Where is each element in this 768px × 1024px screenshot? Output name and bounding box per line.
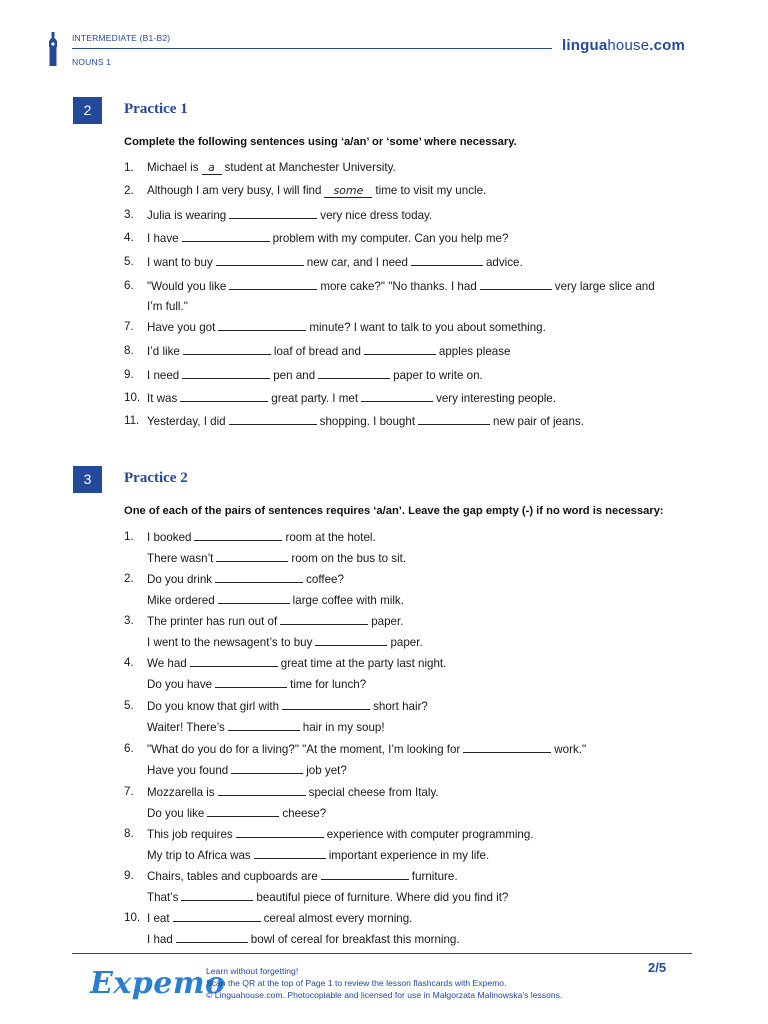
- sentence-text: special cheese from Italy.: [308, 786, 439, 799]
- sentence-text: That’s: [147, 890, 179, 904]
- sentence-line: [147, 158, 702, 178]
- item-number: 9.: [124, 368, 134, 381]
- item-text: [147, 181, 702, 201]
- sentence-text: important experience in my life.: [328, 848, 490, 862]
- answer-blank[interactable]: [418, 411, 490, 425]
- sentence-text: very large slice and: [554, 280, 655, 293]
- answer-blank[interactable]: [282, 696, 370, 710]
- sentence-line: [147, 228, 702, 249]
- sentence-text: pen and: [273, 369, 316, 382]
- answer-blank[interactable]: [411, 252, 483, 266]
- section-number-badge: 3: [73, 466, 102, 493]
- answer-blank[interactable]: [181, 887, 253, 901]
- answer-blank[interactable]: [229, 276, 317, 290]
- sentence-text: Do you know that girl with: [147, 700, 280, 713]
- sentence-text: job yet?: [306, 763, 347, 777]
- answer-blank[interactable]: [173, 908, 261, 922]
- sentence-text: short hair?: [373, 700, 428, 713]
- sentence-line: [147, 297, 702, 317]
- sentence-line: [147, 590, 702, 611]
- answer-blank[interactable]: [182, 228, 270, 242]
- expemo-logo[interactable]: Expemo: [90, 966, 226, 1001]
- item-number: 4.: [124, 656, 134, 669]
- sentence-line: [147, 205, 702, 226]
- item-text: [147, 611, 702, 652]
- answer-blank[interactable]: [180, 388, 268, 402]
- sentence-text: great time at the party last night.: [280, 657, 447, 670]
- sentence-line: [147, 803, 702, 824]
- sentence-text: new pair of jeans.: [493, 415, 584, 428]
- sentence-text: paper.: [390, 635, 423, 649]
- sentence-text: shopping. I bought: [319, 415, 416, 428]
- brand-part-lingua: lingua: [562, 37, 608, 54]
- brand-part-house: house: [607, 37, 650, 54]
- sentence-text: I booked: [147, 531, 192, 544]
- sentence-text: I’m full.": [147, 299, 188, 313]
- header-divider: [72, 48, 552, 49]
- sentence-line: [147, 388, 702, 409]
- answer-blank[interactable]: [231, 760, 303, 774]
- sentence-line: [147, 845, 702, 866]
- sentence-line: [147, 611, 702, 632]
- item-text: [147, 365, 702, 386]
- answer-blank[interactable]: [480, 276, 552, 290]
- sentence-text: I’d like: [147, 345, 180, 358]
- sentence-text: advice.: [485, 256, 523, 269]
- sentence-text: Do you drink: [147, 573, 213, 586]
- answer-blank[interactable]: [361, 388, 433, 402]
- item-number: 1.: [124, 530, 134, 543]
- exercise-instruction: One of each of the pairs of sentences requires ‘a/an’. Leave the gap empty (-) if no word is necessary:: [124, 505, 664, 517]
- answer-blank[interactable]: [229, 411, 317, 425]
- sentence-text: problem with my computer. Can you help me?: [272, 232, 509, 245]
- sentence-line: [147, 929, 702, 950]
- answer-blank[interactable]: [229, 205, 317, 219]
- footer-copyright: © Linguahouse.com. Photocopiable and licensed for use in Małgorzata Malinowska’s lessons.: [206, 990, 563, 1000]
- footer-divider: [72, 953, 692, 954]
- answer-blank[interactable]: [315, 632, 387, 646]
- answer-blank[interactable]: [218, 782, 306, 796]
- sentence-text: There wasn’t: [147, 551, 214, 565]
- item-number: 6.: [124, 742, 134, 755]
- brand-part-com: .com: [649, 37, 686, 54]
- sentence-text: bowl of cereal for breakfast this morning.: [250, 932, 460, 946]
- item-number: 2.: [124, 572, 134, 585]
- sentence-line: [147, 674, 702, 695]
- item-text: [147, 696, 702, 737]
- item-text: [147, 866, 702, 907]
- answer-blank[interactable]: [215, 674, 287, 688]
- sentence-text: student at Manchester University.: [224, 161, 396, 174]
- sentence-line: [147, 252, 702, 273]
- sentence-text: great party. I met: [271, 392, 359, 405]
- item-text: [147, 341, 702, 362]
- sentence-text: large coffee with milk.: [292, 593, 404, 607]
- item-number: 4.: [124, 231, 134, 244]
- item-text: [147, 908, 702, 949]
- sentence-line: [147, 887, 702, 908]
- sentence-text: Do you have: [147, 677, 213, 691]
- sentence-text: "Would you like: [147, 280, 227, 293]
- sentence-text: I eat: [147, 912, 170, 925]
- answer-blank[interactable]: [218, 317, 306, 331]
- item-number: 8.: [124, 827, 134, 840]
- answer-blank[interactable]: [182, 365, 270, 379]
- sentence-text: experience with computer programming.: [326, 828, 534, 841]
- sentence-line: [147, 181, 702, 201]
- sentence-text: My trip to Africa was: [147, 848, 251, 862]
- sentence-text: Mike ordered: [147, 593, 215, 607]
- sentence-line: [147, 632, 702, 653]
- sentence-text: Do you like: [147, 806, 205, 820]
- sentence-text: room at the hotel.: [285, 531, 376, 544]
- sentence-line: [147, 782, 702, 803]
- answer-blank[interactable]: a: [202, 161, 222, 175]
- sentence-text: I want to buy: [147, 256, 213, 269]
- sentence-text: time to visit my uncle.: [375, 184, 487, 197]
- sentence-line: [147, 760, 702, 781]
- item-text: [147, 653, 702, 694]
- sentence-line: [147, 717, 702, 738]
- item-text: [147, 388, 702, 409]
- sentence-line: [147, 739, 702, 760]
- answer-blank[interactable]: [216, 548, 288, 562]
- item-text: [147, 824, 702, 865]
- sentence-text: Chairs, tables and cupboards are: [147, 870, 318, 883]
- page-number: 2/5: [648, 960, 667, 975]
- item-text: [147, 158, 702, 178]
- section-title: Practice 1: [124, 101, 188, 117]
- sentence-line: [147, 653, 702, 674]
- sentence-line: [147, 317, 702, 338]
- item-text: [147, 205, 702, 226]
- sentence-text: Although I am very busy, I will find: [147, 184, 322, 197]
- sentence-line: [147, 341, 702, 362]
- sentence-text: hair in my soup!: [302, 720, 385, 734]
- topic-label: NOUNS 1: [72, 57, 112, 67]
- answer-blank[interactable]: [207, 803, 279, 817]
- sentence-text: beautiful piece of furniture. Where did you find it?: [256, 890, 509, 904]
- sentence-text: very nice dress today.: [320, 209, 433, 222]
- sentence-text: paper to write on.: [393, 369, 483, 382]
- item-number: 9.: [124, 869, 134, 882]
- item-text: [147, 411, 702, 432]
- sentence-text: time for lunch?: [290, 677, 367, 691]
- item-number: 1.: [124, 161, 134, 174]
- item-number: 2.: [124, 184, 134, 197]
- item-number: 5.: [124, 699, 134, 712]
- sentence-line: [147, 569, 702, 590]
- sentence-text: minute? I want to talk to you about something.: [309, 321, 546, 334]
- answer-blank[interactable]: [190, 653, 278, 667]
- item-number: 10.: [124, 391, 141, 404]
- sentence-text: "What do you do for a living?" "At the moment, I’m looking for: [147, 743, 461, 756]
- sentence-line: [147, 866, 702, 887]
- section-title: Practice 2: [124, 470, 188, 486]
- sentence-text: I need: [147, 369, 180, 382]
- answer-blank[interactable]: [228, 717, 300, 731]
- item-number: 7.: [124, 785, 134, 798]
- item-text: [147, 739, 702, 780]
- answer-blank[interactable]: [236, 824, 324, 838]
- sentence-text: Michael is: [147, 161, 199, 174]
- answer-blank[interactable]: [183, 341, 271, 355]
- answer-blank[interactable]: [318, 365, 390, 379]
- item-number: 6.: [124, 279, 134, 292]
- sentence-text: very interesting people.: [436, 392, 556, 405]
- sentence-text: I have: [147, 232, 179, 245]
- item-text: [147, 317, 702, 338]
- item-text: [147, 782, 702, 823]
- footer-qr-note: Scan the QR at the top of Page 1 to review the lesson flashcards with Expemo.: [206, 978, 507, 988]
- sentence-text: Mozzarella is: [147, 786, 215, 799]
- sentence-text: coffee?: [306, 573, 344, 586]
- brand-logo[interactable]: [562, 37, 685, 54]
- answer-blank[interactable]: some: [324, 184, 372, 198]
- sentence-line: [147, 527, 702, 548]
- sentence-text: more cake?" "No thanks. I had: [320, 280, 477, 293]
- item-number: 10.: [124, 911, 141, 924]
- sentence-line: [147, 908, 702, 929]
- exercise-instruction: Complete the following sentences using ‘a/an’ or ‘some’ where necessary.: [124, 136, 517, 148]
- item-number: 3.: [124, 614, 134, 627]
- big-ben-icon: [46, 32, 60, 66]
- sentence-text: This job requires: [147, 828, 233, 841]
- sentence-text: paper.: [371, 615, 404, 628]
- answer-blank[interactable]: [321, 866, 409, 880]
- item-text: [147, 228, 702, 249]
- footer-tagline: Learn without forgetting!: [206, 966, 299, 976]
- sentence-text: Have you found: [147, 763, 229, 777]
- sentence-text: room on the bus to sit.: [291, 551, 407, 565]
- answer-blank[interactable]: [254, 845, 326, 859]
- item-number: 8.: [124, 344, 134, 357]
- sentence-line: [147, 276, 702, 297]
- sentence-text: Have you got: [147, 321, 216, 334]
- sentence-text: We had: [147, 657, 187, 670]
- answer-blank[interactable]: [280, 611, 368, 625]
- item-text: [147, 569, 702, 610]
- sentence-text: cereal almost every morning.: [263, 912, 413, 925]
- answer-blank[interactable]: [463, 739, 551, 753]
- sentence-line: [147, 548, 702, 569]
- item-text: [147, 276, 702, 316]
- answer-blank[interactable]: [216, 252, 304, 266]
- item-number: 11.: [124, 414, 140, 427]
- sentence-line: [147, 824, 702, 845]
- sentence-line: [147, 365, 702, 386]
- sentence-text: cheese?: [282, 806, 327, 820]
- sentence-text: Yesterday, I did: [147, 415, 226, 428]
- sentence-text: I went to the newsagent’s to buy: [147, 635, 313, 649]
- item-text: [147, 252, 702, 273]
- sentence-text: work.": [554, 743, 587, 756]
- answer-blank[interactable]: [194, 527, 282, 541]
- answer-blank[interactable]: [218, 590, 290, 604]
- sentence-text: furniture.: [411, 870, 458, 883]
- sentence-text: apples please: [438, 345, 511, 358]
- answer-blank[interactable]: [364, 341, 436, 355]
- sentence-text: new car, and I need: [306, 256, 408, 269]
- sentence-text: loaf of bread and: [273, 345, 361, 358]
- item-text: [147, 527, 702, 568]
- sentence-line: [147, 696, 702, 717]
- level-label: INTERMEDIATE (B1-B2): [72, 33, 171, 43]
- answer-blank[interactable]: [215, 569, 303, 583]
- sentence-text: Julia is wearing: [147, 209, 227, 222]
- sentence-text: It was: [147, 392, 178, 405]
- sentence-text: The printer has run out of: [147, 615, 278, 628]
- item-number: 3.: [124, 208, 134, 221]
- sentence-text: I had: [147, 932, 173, 946]
- answer-blank[interactable]: [176, 929, 248, 943]
- sentence-text: Waiter! There’s: [147, 720, 225, 734]
- item-number: 7.: [124, 320, 134, 333]
- sentence-line: [147, 411, 702, 432]
- section-number-badge: 2: [73, 97, 102, 124]
- item-number: 5.: [124, 255, 134, 268]
